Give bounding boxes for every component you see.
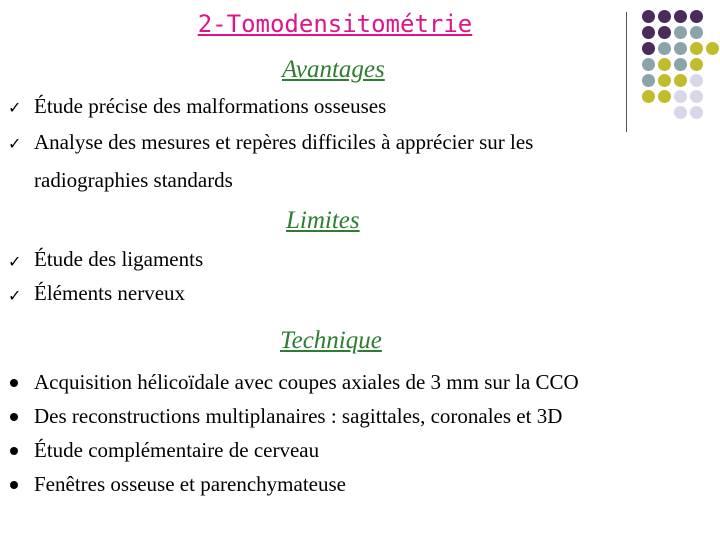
deco-dot [642,58,655,71]
deco-dot [674,26,687,39]
deco-dot [690,42,703,55]
limites-item: Éléments nerveux [34,281,186,305]
avantages-item: Étude précise des malformations osseuses [34,94,387,118]
checkmark-icon: ✓ [8,134,22,153]
deco-dot [690,106,703,119]
deco-dot [658,58,671,71]
deco-dot [642,10,655,23]
section-heading-limites: Limites [286,207,360,234]
deco-dot [674,74,687,87]
deco-dot [674,10,687,23]
checkmark-icon: ✓ [8,98,22,117]
checkmark-icon: ✓ [8,286,22,305]
bullet-dot-icon [10,481,18,489]
deco-dot [658,10,671,23]
deco-dot [674,42,687,55]
deco-dot [690,90,703,103]
deco-dot [706,42,719,55]
deco-dot [674,106,687,119]
deco-dot [658,26,671,39]
deco-dot [658,42,671,55]
deco-dot [642,74,655,87]
decorative-divider [626,12,627,132]
deco-dot [642,42,655,55]
deco-dot [690,26,703,39]
technique-item: Acquisition hélicoïdale avec coupes axiales de 3 mm sur la CCO [34,370,579,394]
slide-title: 2-Tomodensitométrie [197,10,473,38]
deco-dot [690,58,703,71]
bullet-dot-icon [10,447,18,455]
deco-dot [658,90,671,103]
deco-dot [658,74,671,87]
checkmark-icon: ✓ [8,252,22,271]
technique-item: Des reconstructions multiplanaires : sagittales, coronales et 3D [34,404,563,428]
limites-item: Étude des ligaments [34,247,204,271]
deco-dot [674,90,687,103]
deco-dot [642,26,655,39]
bullet-dot-icon [10,413,18,421]
avantages-item: Analyse des mesures et repères difficiles à apprécier sur les [34,130,534,154]
technique-item: Étude complémentaire de cerveau [34,438,320,462]
avantages-item-continuation: radiographies standards [34,168,233,192]
deco-dot [690,74,703,87]
deco-dot [674,58,687,71]
section-heading-avantages: Avantages [282,56,385,83]
deco-dot [642,90,655,103]
bullet-dot-icon [10,379,18,387]
technique-item: Fenêtres osseuse et parenchymateuse [34,472,346,496]
deco-dot [690,10,703,23]
section-heading-technique: Technique [280,327,382,354]
